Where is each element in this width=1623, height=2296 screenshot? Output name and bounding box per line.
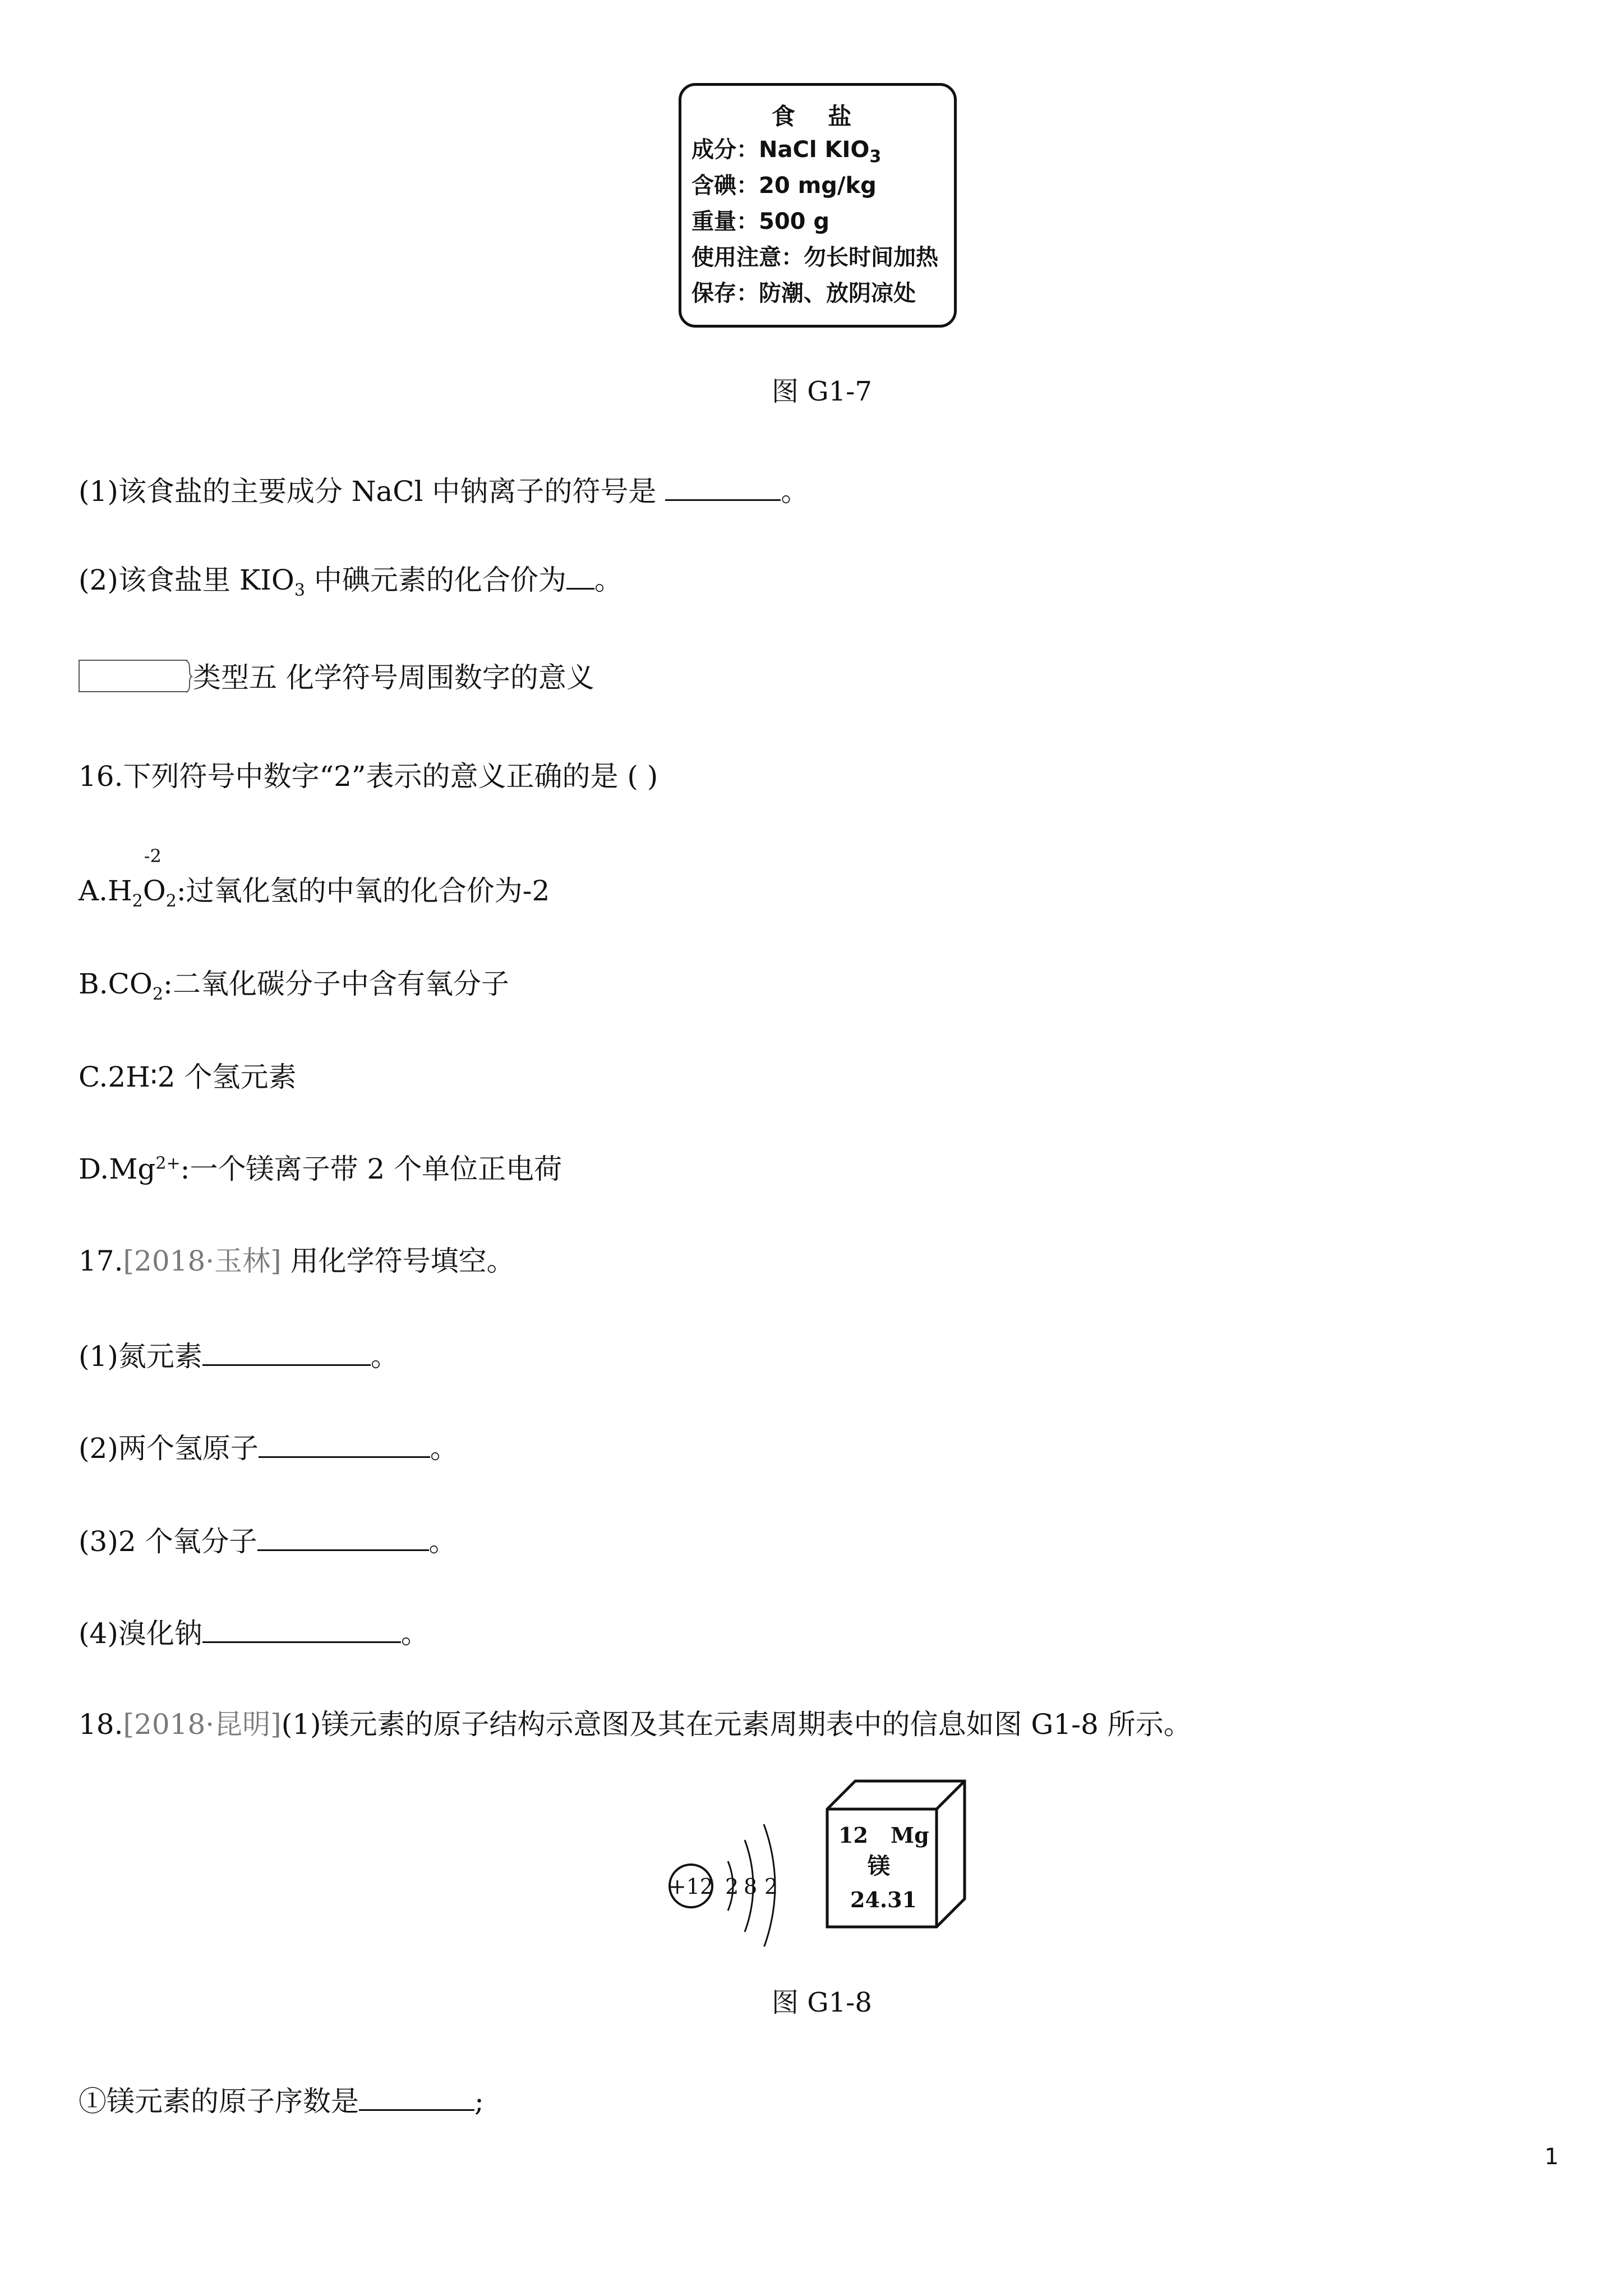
- element-symbol: Mg: [891, 1823, 929, 1848]
- answer-blank[interactable]: [202, 1613, 401, 1643]
- q16-option-c[interactable]: C.2H∶2 个氢元素: [79, 1061, 297, 1093]
- answer-blank[interactable]: [566, 560, 594, 590]
- q17-item: (2)两个氢原子 。: [79, 1428, 458, 1466]
- atomic-number: 12: [838, 1823, 868, 1848]
- element-name: 镁: [868, 1853, 890, 1879]
- q18-sub1: ①镁元素的原子序数是 ;: [79, 2081, 484, 2119]
- salt-label-row: 保存：防潮、放阴凉处: [691, 280, 916, 306]
- q17-item: (3)2 个氧分子 。: [79, 1521, 457, 1559]
- shell-electron-count: 2: [764, 1874, 778, 1899]
- section-title: 类型五 化学符号周围数字的意义: [193, 661, 594, 694]
- q17-stem: 17.[2018·玉林] 用化学符号填空。: [79, 1245, 515, 1277]
- atomic-mass: 24.31: [850, 1887, 917, 1912]
- answer-blank[interactable]: [359, 2081, 474, 2111]
- q15-part2: (2)该食盐里 $KIO_3$ 中碘元素的化合价为 。: [79, 560, 623, 598]
- q16-option-a[interactable]: $A.H_2O$ -2 $_2$:过氧化氢的中氧的化合价为-2: [79, 845, 550, 911]
- periodic-table-cell: [827, 1781, 965, 1927]
- shell-electron-count: 2: [725, 1874, 739, 1899]
- salt-label-box: [679, 83, 957, 328]
- salt-label-row: 含碘：20 mg/kg: [691, 173, 877, 199]
- q16-option-d[interactable]: $D.Mg^{2+}$:一个镁离子带 2 个单位正电荷: [79, 1153, 562, 1185]
- answer-blank[interactable]: [202, 1336, 371, 1366]
- figure-caption-g1-7: 图 G1-7: [772, 376, 872, 407]
- q16-stem: 16.下列符号中数字“2”表示的意义正确的是 ( ): [79, 760, 658, 793]
- q15-part1: (1)该食盐的主要成分 NaCl 中钠离子的符号是 。: [79, 471, 809, 509]
- q18-stem: 18.[2018·昆明](1)镁元素的原子结构示意图及其在元素周期表中的信息如图 G1-8 所示。: [79, 1708, 1192, 1741]
- page-number: 1: [1544, 2144, 1559, 2170]
- magnesium-figure: [662, 1778, 976, 1947]
- salt-label-title: 食 盐: [771, 103, 864, 130]
- section-label-box: [79, 660, 187, 692]
- figure-caption-g1-8: 图 G1-8: [772, 1987, 872, 2018]
- q17-item: (4)溴化钠 。: [79, 1613, 429, 1651]
- salt-label-row: 重量：500 g: [691, 209, 830, 234]
- section-brace-icon: [185, 660, 193, 693]
- atom-structure-diagram: [668, 1824, 778, 1947]
- answer-blank[interactable]: [257, 1521, 429, 1551]
- shell-electron-count: 8: [744, 1874, 758, 1899]
- salt-label-row: 成分：NaCl $KIO_3$: [691, 137, 882, 167]
- salt-label-row: 使用注意：勿长时间加热: [691, 245, 938, 270]
- nucleus-charge: +12: [668, 1874, 714, 1899]
- q16-option-b[interactable]: $B.CO_2$:二氧化碳分子中含有氧分子: [79, 968, 509, 1004]
- answer-blank[interactable]: [259, 1428, 430, 1458]
- answer-blank[interactable]: [665, 471, 781, 501]
- q17-item: (1)氮元素 。: [79, 1336, 399, 1374]
